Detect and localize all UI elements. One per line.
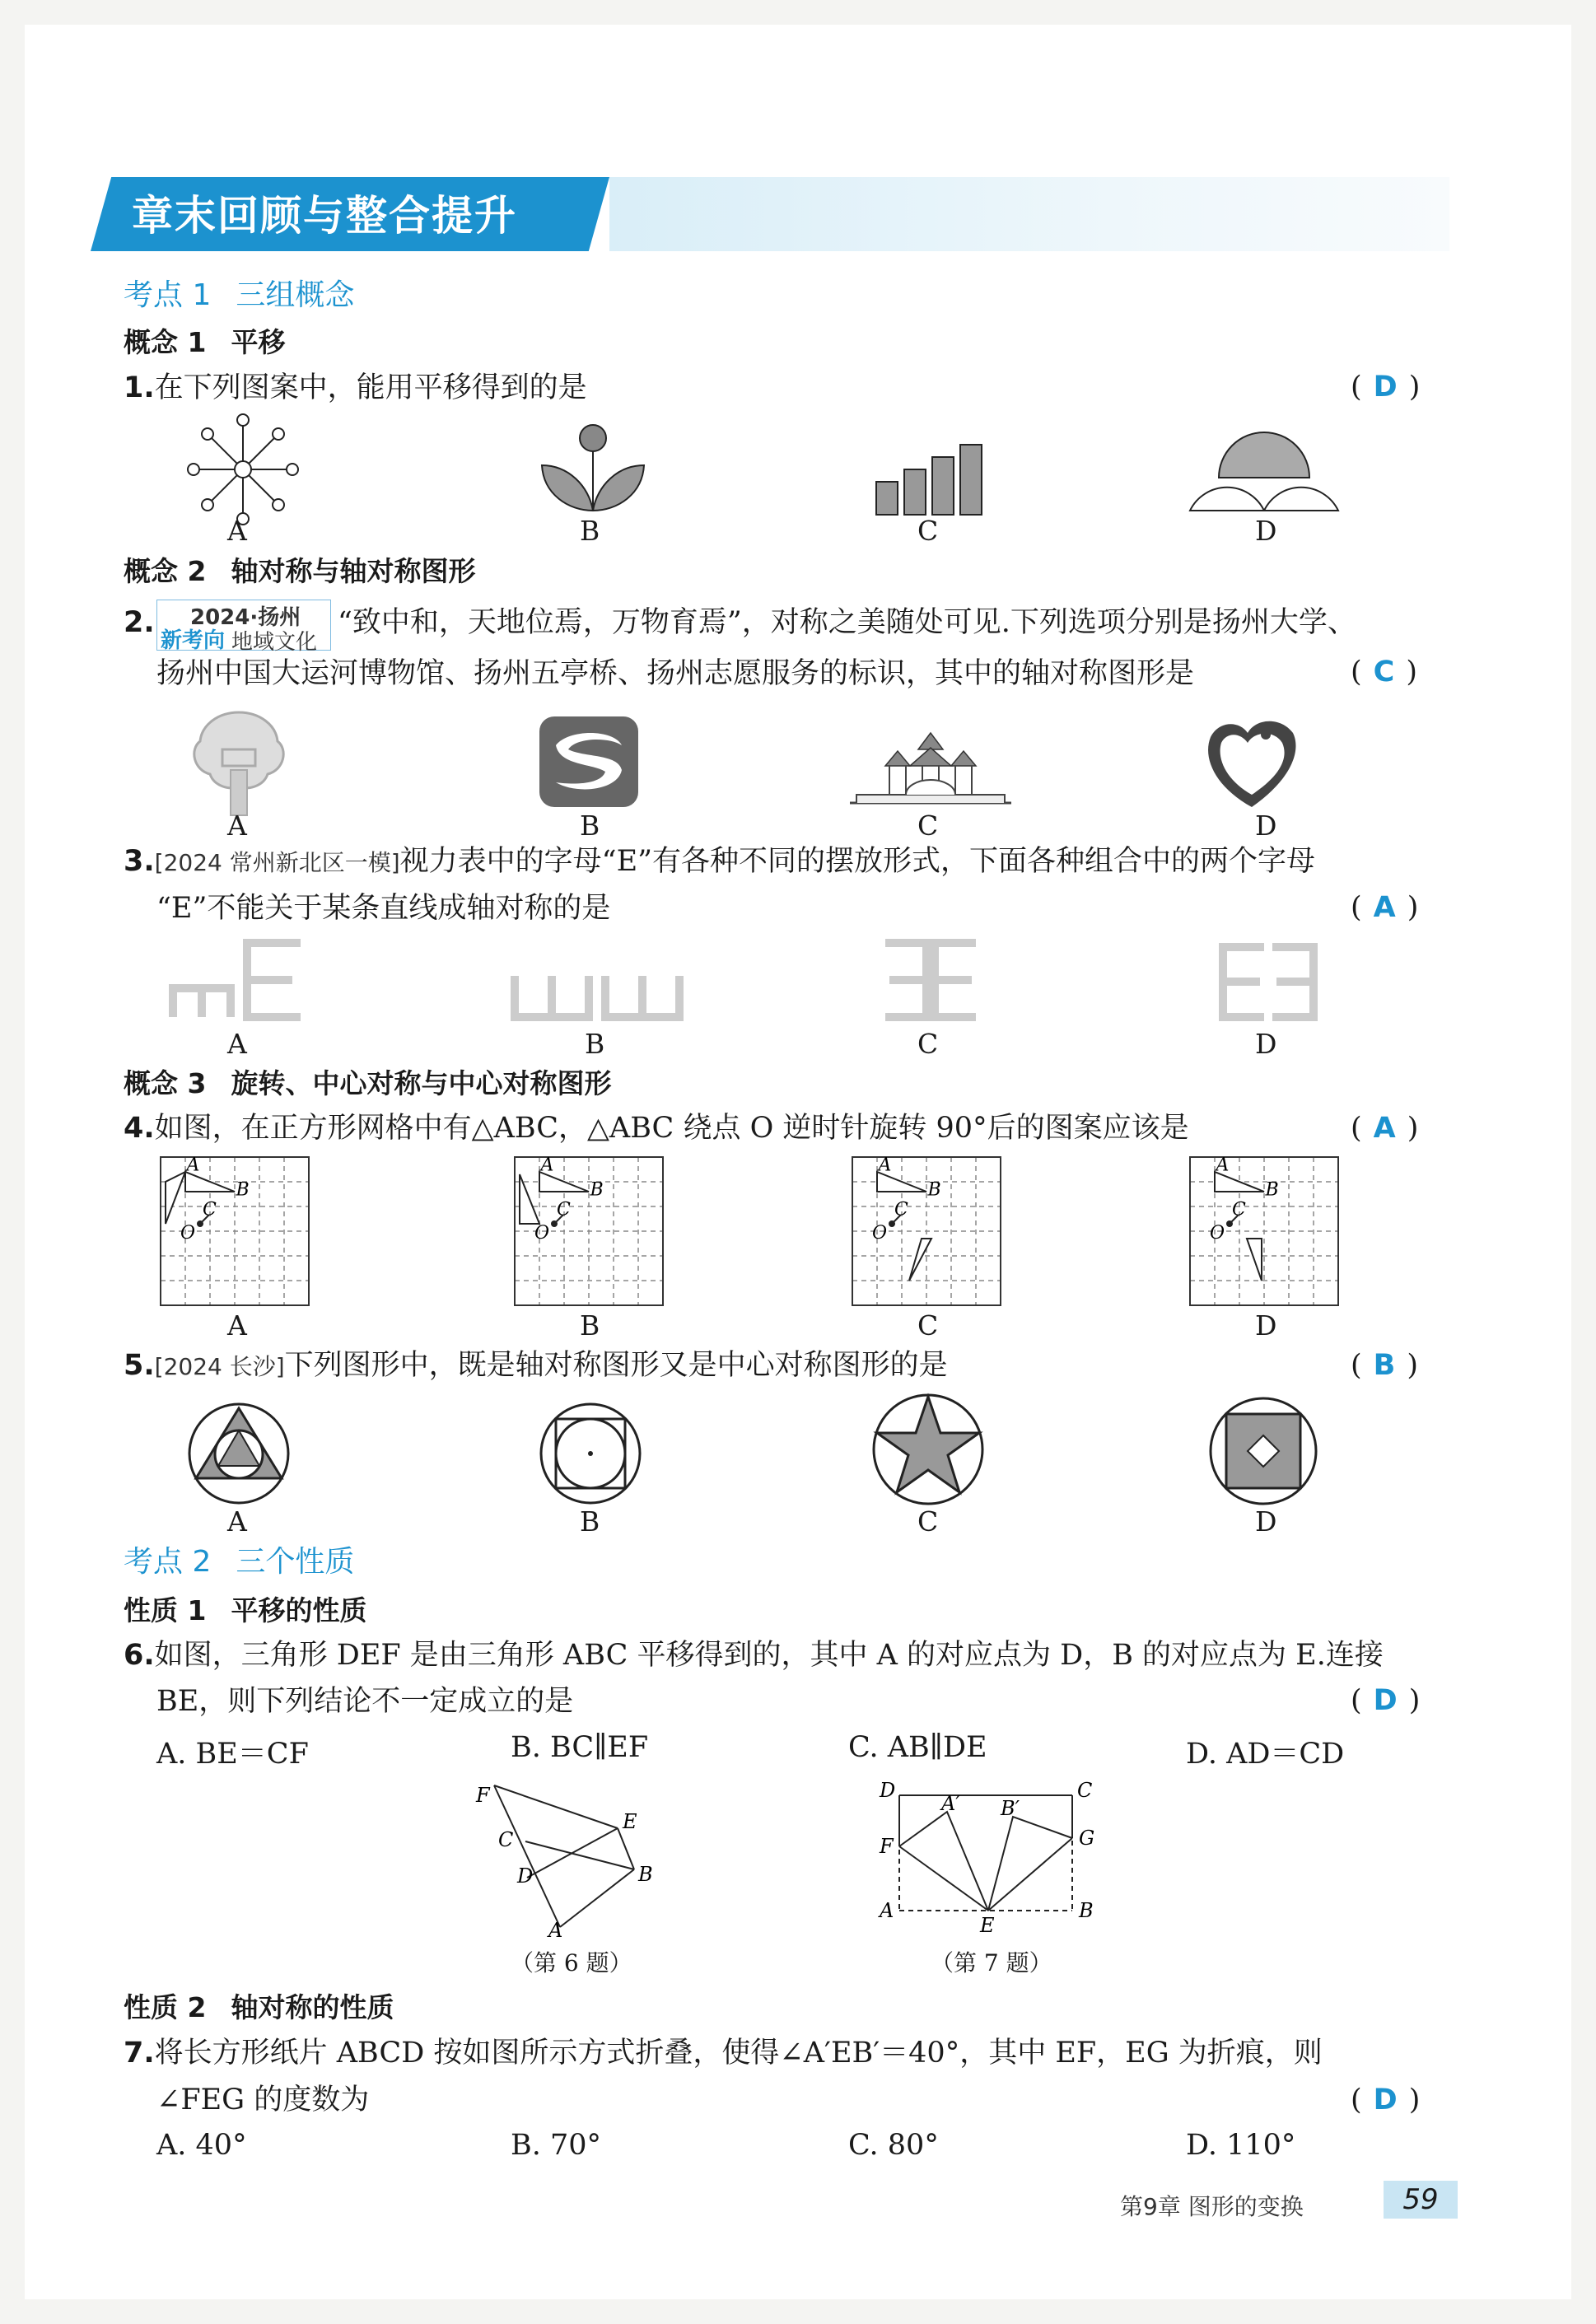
rotated-triangle: [1247, 1239, 1262, 1281]
bars-figure: [873, 436, 988, 519]
concept-heading: 概念 1 平移: [124, 326, 286, 358]
option-label: B: [580, 515, 600, 547]
choice: C. AB∥DE: [848, 1731, 987, 1764]
choice: B. 70°: [511, 2129, 602, 2162]
section-label: 考点 1 三组概念: [124, 278, 355, 312]
point-label: B: [1079, 1899, 1094, 1922]
point-label: C: [498, 1828, 514, 1851]
question-2-num: 2.: [124, 606, 155, 639]
point-label: B: [638, 1863, 653, 1886]
option-label: D: [1255, 515, 1277, 547]
point-label: O: [872, 1223, 888, 1244]
point-label: C: [1077, 1779, 1093, 1802]
rotation-grid-c: [852, 1157, 1001, 1305]
option-label: A: [227, 1505, 247, 1538]
point-label: G: [1079, 1827, 1095, 1850]
rotated-triangle: [166, 1172, 185, 1224]
circle-star-figure: [870, 1392, 986, 1507]
point-label: E: [980, 1914, 995, 1937]
section-label: 考点 2 三个性质: [124, 1545, 355, 1579]
point-label: B′: [1001, 1797, 1020, 1820]
answer-5: ( B ): [1351, 1349, 1418, 1382]
point-label: C: [894, 1199, 908, 1220]
option-label: B: [580, 1505, 600, 1538]
point-label: O: [534, 1223, 550, 1244]
option-label: C: [917, 1028, 939, 1060]
option-label: C: [917, 515, 939, 547]
option-label: C: [917, 1505, 939, 1538]
circle-diamond-figure: [1208, 1396, 1319, 1507]
snowflake-figure: [181, 412, 305, 527]
option-label: B: [580, 810, 600, 842]
point-label: A: [186, 1155, 200, 1176]
letter-e-pair-c: [881, 939, 980, 1021]
point-label: D: [880, 1779, 896, 1802]
property-heading: 性质 1 平移的性质: [124, 1594, 367, 1626]
point-label: F: [476, 1784, 490, 1807]
point-label: C: [557, 1199, 571, 1220]
point-label: C: [1232, 1199, 1246, 1220]
page-number: 59: [1384, 2181, 1458, 2219]
answer-3: ( A ): [1351, 891, 1419, 924]
option-label: C: [917, 1309, 939, 1342]
chapter-title: 章末回顾与整合提升: [132, 192, 517, 240]
circle-square-figure: [537, 1400, 644, 1507]
footer-chapter: 第9章 图形的变换: [1120, 2193, 1304, 2220]
point-label: A: [540, 1155, 554, 1176]
rotation-grid-a: [161, 1157, 309, 1305]
point-label: O: [1210, 1223, 1225, 1244]
letter-e-pair-d: [1219, 943, 1318, 1021]
arches-figure: [1186, 428, 1342, 527]
point-label: F: [880, 1835, 894, 1858]
point-label: C: [203, 1199, 217, 1220]
option-label: B: [585, 1028, 605, 1060]
point-label: A: [880, 1899, 894, 1922]
option-label: D: [1255, 1505, 1277, 1538]
tree-logo-icon: [185, 704, 292, 819]
question-7-line2: ∠FEG 的度数为: [156, 2084, 370, 2116]
rotation-grid-d: [1190, 1157, 1338, 1305]
choice: D. 110°: [1186, 2129, 1296, 2162]
point-label: A: [878, 1155, 892, 1176]
figure-caption: （第 7 题）: [931, 1949, 1052, 1976]
point-label: D: [517, 1864, 534, 1888]
question-7-line1: 7.将长方形纸片 ABCD 按如图所示方式折叠，使得∠A′EB′＝40°，其中 EF，EG 为折痕，则: [124, 2037, 1323, 2070]
rotated-triangle: [909, 1239, 931, 1281]
option-label: A: [227, 810, 247, 842]
letter-e-pair-a: [169, 939, 309, 1021]
point-label: A′: [941, 1792, 960, 1815]
figure-7: [873, 1779, 1104, 1935]
question-2-line2: 扬州中国大运河博物馆、扬州五亭桥、扬州志愿服务的标识，其中的轴对称图形是: [156, 657, 1195, 690]
point-label: B: [927, 1179, 941, 1201]
option-label: C: [917, 810, 939, 842]
option-label: A: [227, 515, 247, 547]
concept-heading: 概念 3 旋转、中心对称与中心对称图形: [124, 1067, 612, 1099]
answer-1: ( D ): [1351, 371, 1421, 404]
answer-2: ( C ): [1351, 656, 1417, 688]
question-6-line1: 6.如图，三角形 DEF 是由三角形 ABC 平移得到的，其中 A 的对应点为 D，B 的对应点为 E.连接: [124, 1639, 1384, 1672]
answer-7: ( D ): [1351, 2084, 1421, 2116]
choice: C. 80°: [848, 2129, 939, 2162]
question-3-line2: “E”不能关于某条直线成轴对称的是: [156, 892, 611, 925]
option-label: D: [1255, 810, 1277, 842]
option-label: B: [580, 1309, 600, 1342]
heart-logo-icon: [1198, 708, 1305, 815]
point-label: O: [180, 1223, 196, 1244]
question-4: 4.如图，在正方形网格中有△ABC，△ABC 绕点 O 逆时针旋转 90°后的图案应该是: [124, 1112, 1189, 1145]
choice: A. 40°: [156, 2129, 247, 2162]
point-label: B: [236, 1179, 250, 1201]
property-heading: 性质 2 轴对称的性质: [124, 1991, 394, 2023]
rotation-grid-b: [515, 1157, 663, 1305]
answer-6: ( D ): [1351, 1684, 1421, 1717]
figure-caption: （第 6 题）: [511, 1949, 632, 1976]
choice: A. BE＝CF: [156, 1738, 309, 1771]
circle-triangle-figure: [185, 1400, 292, 1507]
question-5: 5.[2024 长沙]下列图形中，既是轴对称图形又是中心对称图形的是: [124, 1349, 948, 1382]
point-label: A: [1216, 1155, 1230, 1176]
question-2-line1: “致中和，天地位焉，万物育焉”，对称之美随处可见.下列选项分别是扬州大学、: [338, 606, 1356, 639]
option-label: A: [227, 1309, 247, 1342]
option-label: D: [1255, 1309, 1277, 1342]
figure-6: [469, 1779, 667, 1942]
option-label: A: [227, 1028, 247, 1060]
point-label: B: [590, 1179, 604, 1201]
new-trend-tag: 2024·扬州 新考向 地域文化: [156, 600, 331, 651]
letter-e-pair-b: [511, 972, 684, 1021]
flower-figure: [535, 420, 651, 527]
point-label: A: [548, 1919, 563, 1942]
banner-fade: [609, 177, 1449, 251]
concept-heading: 概念 2 轴对称与轴对称图形: [124, 555, 476, 587]
choice: D. AD＝CD: [1186, 1738, 1345, 1771]
pavilion-logo-icon: [848, 725, 1013, 815]
choice: B. BC∥EF: [511, 1731, 649, 1764]
question-3-line1: 3.[2024 常州新北区一模]视力表中的字母“E”有各种不同的摆放形式，下面各种组合中的两个字母: [124, 845, 1316, 878]
option-label: D: [1255, 1028, 1277, 1060]
question-6-line2: BE，则下列结论不一定成立的是: [156, 1685, 574, 1718]
point-label: E: [623, 1810, 637, 1833]
museum-logo-icon: [535, 712, 642, 811]
point-label: B: [1265, 1179, 1279, 1201]
question-1: 1.在下列图案中，能用平移得到的是: [124, 371, 587, 404]
answer-4: ( A ): [1351, 1112, 1419, 1145]
